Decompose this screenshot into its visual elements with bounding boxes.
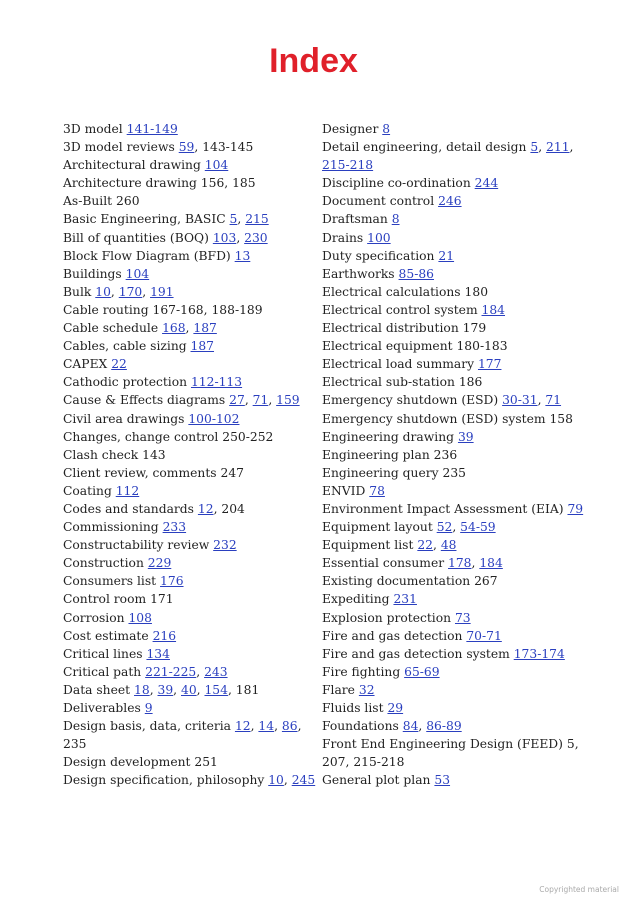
page-ref: 181: [235, 682, 260, 697]
index-entry: [63, 192, 318, 210]
index-entry: [322, 247, 587, 265]
page-ref-link[interactable]: 59: [178, 140, 195, 155]
index-entry: [63, 482, 318, 500]
index-entry: Bulk 10, 170, 191: [63, 284, 174, 299]
index-term: Emergency shutdown (ESD) system: [322, 411, 546, 426]
page-ref-link[interactable]: 71: [545, 393, 562, 408]
index-term: Design basis, data, criteria: [63, 719, 232, 734]
page-ref-link[interactable]: 215: [245, 212, 269, 227]
index-term: Emergency shutdown (ESD): [322, 393, 499, 408]
index-entry: [63, 265, 318, 283]
index-entry: [322, 590, 587, 608]
index-term: Design development: [63, 755, 191, 770]
index-term: Construction: [63, 556, 144, 571]
index-entry: [322, 174, 587, 192]
index-term: Deliverables: [63, 701, 141, 715]
page-ref-link[interactable]: 18: [134, 682, 150, 697]
page-ref: 185: [232, 176, 256, 191]
index-term: Fire and gas detection: [322, 628, 463, 643]
index-term: Equipment list: [322, 538, 414, 553]
index-term: General plot plan: [322, 773, 431, 788]
page-ref: 215-218: [353, 755, 405, 770]
page-ref-link[interactable]: 211: [546, 140, 570, 155]
page-ref: 235: [442, 465, 466, 480]
index-term: Clash check: [63, 447, 139, 462]
page-ref-link[interactable]: 85-86: [398, 266, 434, 281]
index-term: Changes, change control: [63, 429, 219, 444]
index-term: Electrical sub-station: [322, 375, 455, 390]
page-ref-link[interactable]: 104: [204, 158, 229, 173]
index-entry: Detail engineering, detail design 5, 211, 215-218: [322, 140, 574, 173]
index-term: Expediting: [322, 592, 390, 607]
page-ref-link[interactable]: 32: [358, 682, 375, 697]
index-term: Explosion protection: [322, 610, 452, 625]
page-title: Index: [269, 42, 358, 80]
index-entry: Emergency shutdown (ESD) 30-31, 71: [322, 393, 562, 408]
page-ref: 171: [150, 592, 174, 607]
index-term: Buildings: [63, 266, 122, 281]
page-ref-link[interactable]: 53: [434, 773, 451, 788]
page-ref-link[interactable]: 48: [440, 538, 457, 553]
page-ref-link[interactable]: 84: [402, 719, 419, 734]
page-ref: 207: [322, 755, 346, 770]
index-term: Engineering drawing: [322, 429, 455, 444]
index-term: Critical lines: [63, 646, 143, 661]
index-term: Fire fighting: [322, 664, 401, 679]
index-entry: [63, 373, 318, 391]
index-entry: Cable schedule 168, 187: [63, 321, 217, 336]
index-term: Design specification, philosophy: [63, 773, 265, 788]
page-ref-link[interactable]: 187: [193, 321, 217, 336]
index-entry: [322, 355, 587, 373]
index-entry: Design specification, philosophy 10, 245: [63, 773, 316, 788]
index-entry: [322, 210, 587, 228]
page-ref-link[interactable]: 10: [268, 773, 284, 788]
index-entry: Design basis, data, criteria 12, 14, 86, 235: [63, 719, 302, 752]
index-term: ENVID: [322, 483, 366, 498]
page-ref-link[interactable]: 229: [147, 556, 172, 571]
index-entry: [322, 663, 587, 681]
index-entry: [63, 120, 318, 138]
index-entry: [63, 609, 318, 627]
page-ref-link[interactable]: 71: [252, 393, 269, 408]
page-ref-link[interactable]: 184: [479, 556, 503, 571]
page-ref-link[interactable]: 70-71: [466, 628, 502, 643]
index-term: Electrical distribution: [322, 321, 459, 336]
index-column-right: [322, 120, 587, 789]
page-ref-link[interactable]: 178: [448, 556, 472, 571]
index-term: Block Flow Diagram (BFD): [63, 248, 231, 263]
index-term: As-Built: [63, 194, 113, 209]
index-term: Commissioning: [63, 520, 159, 535]
index-entry: [322, 192, 587, 210]
index-entry: [322, 446, 587, 464]
page-ref-link[interactable]: 141-149: [126, 122, 178, 136]
page-ref-link[interactable]: 10: [95, 284, 111, 299]
index-entry: [322, 645, 587, 663]
page-ref-link[interactable]: 78: [369, 483, 385, 498]
index-entry: [322, 464, 587, 482]
index-entry: [322, 410, 587, 428]
index-entry: [322, 609, 587, 627]
page-ref-link[interactable]: 9: [144, 701, 153, 715]
index-term: Cables, cable sizing: [63, 339, 187, 354]
index-entry: [322, 428, 587, 446]
index-entry: Architecture drawing 156, 185: [63, 176, 256, 191]
index-term: Environment Impact Assessment (EIA): [322, 501, 564, 516]
index-term: Fluids list: [322, 701, 384, 715]
page-ref-link[interactable]: 103: [212, 230, 237, 245]
page-ref-link[interactable]: 73: [454, 610, 471, 625]
index-term: Data sheet: [63, 682, 131, 697]
index-entry: [63, 355, 318, 373]
page-ref-link[interactable]: 216: [152, 628, 177, 643]
page-ref: 143-145: [202, 140, 254, 155]
index-entry: [322, 482, 587, 500]
page-ref-link[interactable]: 230: [244, 230, 268, 245]
page-ref-link[interactable]: 12: [197, 501, 214, 516]
index-entry: 3D model reviews 59, 143-145: [63, 140, 254, 155]
index-entry: Cable routing 167-168, 188-189: [63, 302, 263, 317]
index-entry: [322, 771, 587, 789]
page-ref-link[interactable]: 65-69: [404, 664, 440, 679]
page-ref-link[interactable]: 170: [118, 284, 143, 299]
index-term: Foundations: [322, 719, 399, 734]
page-ref-link[interactable]: 108: [128, 610, 152, 625]
index-entry: [63, 627, 318, 645]
page-ref: 188-189: [211, 302, 263, 317]
index-term: Basic Engineering, BASIC: [63, 212, 226, 227]
index-term: Drains: [322, 230, 364, 245]
index-term: Control room: [63, 592, 147, 607]
index-entry: [63, 572, 318, 590]
index-term: Electrical load summary: [322, 357, 475, 372]
page-ref-link[interactable]: 52: [436, 520, 453, 535]
page-ref-link[interactable]: 79: [567, 501, 584, 516]
index-term: Electrical calculations: [322, 284, 461, 299]
page-ref-link[interactable]: 168: [162, 321, 186, 336]
index-term: CAPEX: [63, 357, 108, 372]
page-ref-link[interactable]: 159: [276, 393, 300, 408]
page-ref-link[interactable]: 231: [393, 592, 417, 607]
index-term: Critical path: [63, 664, 142, 679]
index-entry: [322, 301, 587, 319]
index-term: Electrical equipment: [322, 339, 453, 354]
page-ref-link[interactable]: 232: [213, 538, 237, 553]
page-ref-link[interactable]: 221-225: [145, 664, 197, 679]
index-term: Architectural drawing: [63, 158, 201, 173]
index-term: Codes and standards: [63, 501, 194, 516]
index-term: Fire and gas detection system: [322, 646, 510, 661]
index-term: Cathodic protection: [63, 375, 188, 390]
index-term: Detail engineering, detail design: [322, 140, 527, 155]
index-entry: [322, 319, 587, 337]
index-term: Duty specification: [322, 248, 435, 263]
page-ref-link[interactable]: 104: [125, 266, 150, 281]
index-entry: [322, 229, 587, 247]
page-ref: 267: [474, 574, 498, 589]
page-ref-link[interactable]: 13: [234, 248, 251, 263]
page-ref: 180: [464, 284, 489, 299]
page-ref-link[interactable]: 54-59: [460, 520, 496, 535]
page-ref: 180-183: [456, 339, 508, 354]
index-entry: [63, 428, 318, 446]
index-entry: Cause & Effects diagrams 27, 71, 159: [63, 393, 300, 408]
index-entry: [63, 464, 318, 482]
page-ref: 251: [194, 755, 218, 770]
index-term: Equipment layout: [322, 520, 433, 535]
page-ref-link[interactable]: 246: [438, 194, 462, 209]
index-term: Client review, comments: [63, 465, 217, 480]
index-term: Earthworks: [322, 266, 395, 281]
index-term: Engineering query: [322, 465, 439, 480]
page-ref-link[interactable]: 39: [157, 682, 174, 697]
index-entry: [322, 681, 587, 699]
page-ref-link[interactable]: 245: [291, 773, 316, 788]
page-ref-link[interactable]: 40: [181, 682, 197, 697]
index-term: Consumers list: [63, 574, 157, 589]
index-term: Flare: [322, 682, 355, 697]
page-ref-link[interactable]: 5: [530, 140, 539, 155]
page-ref-link[interactable]: 100-102: [188, 411, 240, 426]
index-term: Document control: [322, 194, 435, 209]
page-ref-link[interactable]: 100: [367, 230, 391, 245]
index-term: Engineering plan: [322, 447, 430, 462]
page-ref-link[interactable]: 39: [457, 429, 474, 444]
page-ref: 5: [566, 737, 575, 752]
index-entry: Codes and standards 12, 204: [63, 501, 245, 516]
page-ref-link[interactable]: 86: [281, 719, 298, 734]
index-entry: [63, 337, 318, 355]
page-ref: 260: [116, 194, 140, 209]
page-ref-link[interactable]: 215-218: [322, 158, 374, 173]
page-ref: 250-252: [222, 429, 274, 444]
page-ref-link[interactable]: 154: [204, 682, 228, 697]
page-ref-link[interactable]: 8: [382, 122, 391, 136]
page-ref-link[interactable]: 12: [234, 719, 251, 734]
index-term: Bulk: [63, 284, 92, 299]
index-term: Corrosion: [63, 610, 125, 625]
index-term: Architecture drawing: [63, 176, 197, 191]
index-entry: Critical path 221-225, 243: [63, 664, 228, 679]
page-ref: 143: [142, 447, 166, 462]
index-entry: [322, 337, 587, 355]
page-ref-link[interactable]: 187: [190, 339, 215, 354]
index-entry: [322, 500, 587, 518]
index-entry: [322, 572, 587, 590]
page-ref: 247: [220, 465, 244, 480]
index-entry: Bill of quantities (BOQ) 103, 230: [63, 230, 268, 245]
index-entry: [322, 120, 587, 138]
index-entry: Foundations 84, 86-89: [322, 719, 462, 734]
index-term: 3D model reviews: [63, 140, 175, 155]
page-ref-link[interactable]: 134: [146, 646, 170, 661]
page-ref-link[interactable]: 233: [162, 520, 187, 535]
index-term: Cause & Effects diagrams: [63, 393, 226, 408]
index-entry: [322, 283, 587, 301]
index-term: Cable routing: [63, 302, 149, 317]
page-ref-link[interactable]: 112-113: [190, 375, 243, 390]
page-ref: 204: [221, 501, 245, 516]
index-entry: Equipment layout 52, 54-59: [322, 520, 496, 535]
index-term: Electrical control system: [322, 302, 478, 317]
index-entry: Equipment list 22, 48: [322, 538, 457, 553]
index-entry: [63, 554, 318, 572]
index-entry: Data sheet 18, 39, 40, 154, 181: [63, 682, 260, 697]
index-entry: [63, 536, 318, 554]
index-term: 3D model: [63, 122, 123, 136]
index-column-left: [63, 120, 318, 789]
page-ref-link[interactable]: 191: [150, 284, 174, 299]
index-entry: [63, 699, 318, 717]
page-ref-link[interactable]: 173-174: [513, 646, 565, 661]
index-entry: [322, 699, 587, 717]
index-term: Civil area drawings: [63, 411, 185, 426]
page-ref-link[interactable]: 176: [160, 574, 184, 589]
page-ref-link[interactable]: 14: [258, 719, 275, 734]
page-ref-link[interactable]: 244: [474, 176, 499, 191]
page-ref-link[interactable]: 177: [477, 357, 502, 372]
page-ref-link[interactable]: 184: [481, 302, 506, 317]
page-ref-link[interactable]: 112: [115, 483, 140, 498]
index-entry: [322, 373, 587, 391]
page-ref-link[interactable]: 8: [391, 212, 400, 227]
index-entry: [63, 410, 318, 428]
page-ref-link[interactable]: 5: [229, 212, 238, 227]
index-term: Coating: [63, 483, 112, 498]
page-ref: 158: [549, 411, 573, 426]
index-term: Cost estimate: [63, 628, 149, 643]
page-ref-link[interactable]: 21: [438, 248, 455, 263]
index-entry: [63, 518, 318, 536]
index-term: Discipline co-ordination: [322, 176, 471, 191]
index-term: Existing documentation: [322, 574, 471, 589]
page-ref-link[interactable]: 86-89: [426, 719, 462, 734]
page-ref-link[interactable]: 30-31: [502, 393, 538, 408]
page-ref-link[interactable]: 22: [417, 538, 433, 553]
page-ref: 179: [462, 321, 487, 336]
copyright-notice: Copyrighted material: [539, 885, 619, 894]
page-ref: 235: [63, 737, 87, 752]
index-entry: Basic Engineering, BASIC 5, 215: [63, 212, 269, 227]
page-ref: 167-168: [152, 302, 204, 317]
index-term: Bill of quantities (BOQ): [63, 230, 209, 245]
index-term: Constructability review: [63, 538, 210, 553]
index-entry: Front End Engineering Design (FEED) 5, 207, 215-218: [322, 737, 579, 770]
index-term: Essential consumer: [322, 556, 445, 571]
page-ref: 236: [433, 447, 458, 462]
page-ref-link[interactable]: 27: [229, 393, 245, 408]
index-term: Front End Engineering Design (FEED): [322, 737, 563, 752]
index-term: Draftsman: [322, 212, 388, 227]
index-entry: [322, 627, 587, 645]
index-entry: [63, 590, 318, 608]
index-entry: [63, 645, 318, 663]
index-term: Designer: [322, 122, 379, 136]
index-entry: [63, 156, 318, 174]
page-ref-link[interactable]: 22: [111, 357, 127, 372]
index-entry: Essential consumer 178, 184: [322, 556, 503, 571]
index-term: Cable schedule: [63, 321, 159, 336]
page-ref-link[interactable]: 29: [387, 701, 404, 715]
index-entry: [322, 265, 587, 283]
page-ref-link[interactable]: 243: [204, 664, 228, 679]
page-ref: 186: [458, 375, 483, 390]
index-entry: [63, 247, 318, 265]
index-entry: [63, 753, 318, 771]
index-entry: [63, 446, 318, 464]
page-ref: 156: [200, 176, 225, 191]
